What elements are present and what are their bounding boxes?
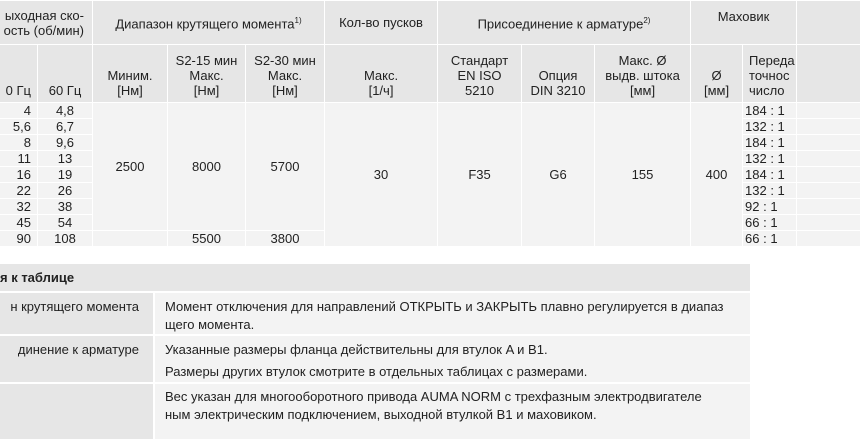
stem-value: 155 [595,103,691,247]
ratio-cell: 132 : 1 [743,151,797,167]
option-header: Опция DIN 3210 [522,45,595,103]
speed50-cell: 4 [0,103,38,119]
note-text: Момент отключения для направлений ОТКРЫТЬ и ЗАКРЫТЬ плавно регулируется в диапаз щего момента. [155,293,750,334]
note-label [0,384,153,439]
handwheel-diameter-value: 400 [691,103,743,247]
note-row [0,293,750,334]
speed60-cell: 26 [38,183,93,199]
handwheel-header: Маховик [691,1,797,45]
speed50-cell: 11 [0,151,38,167]
torque-range-header: Диапазон крутящего момента$^{1)}$ [93,1,325,45]
note-text: Указанные размеры фланца действительны для втулок A и B1. Размеры других втулок смотрите в отдельных таблицах с размерами. [155,336,750,382]
ratio-cell: 66 : 1 [743,215,797,231]
speed50-cell: 16 [0,167,38,183]
speed50-cell: 32 [0,199,38,215]
note-text: Вес указан для многооборотного привода AUMA NORM с трехфазным электродвигателе ным электрическим подключением, выходной втулкой B1 и маховиком. [155,384,750,439]
speed60-cell: 6,7 [38,119,93,135]
min-torque-header: Миним. [Нм] [93,45,168,103]
speed50-cell: 90 [0,231,38,247]
starts-header: Кол-во пусков [325,1,438,45]
s2-15-value: 8000 [168,103,246,231]
standard-value: F35 [438,103,522,247]
s2-30-header: S2-30 мин Макс. [Нм] [246,45,325,103]
s2-30-last-value: 3800 [246,231,325,247]
header-filler [797,45,861,103]
s2-30-value: 5700 [246,103,325,231]
speed50-cell: 22 [0,183,38,199]
standard-header: Стандарт EN ISO 5210 [438,45,522,103]
ratio-cell: 92 : 1 [743,199,797,215]
ratio-header: Переда точнос число [743,45,797,103]
hz60-header: 60 Гц [38,45,93,103]
s2-15-last-value: 5500 [168,231,246,247]
stem-diameter-header: Макс. Ø выдв. штока [мм] [595,45,691,103]
min-torque-last [93,231,168,247]
note-label: динение к арматуре [0,336,153,382]
speed50-cell: 5,6 [0,119,38,135]
notes-title: я к таблице [0,264,750,291]
option-value: G6 [522,103,595,247]
handwheel-diameter-header: Ø [мм] [691,45,743,103]
speed60-cell: 38 [38,199,93,215]
speed60-cell: 13 [38,151,93,167]
note-row [0,336,750,382]
starts-max-header: Макс. [1/ч] [325,45,438,103]
speed50-cell: 45 [0,215,38,231]
ratio-cell: 132 : 1 [743,183,797,199]
ratio-cell: 132 : 1 [743,119,797,135]
ratio-header-top [797,1,861,45]
hz50-header: 0 Гц [0,45,38,103]
speed60-cell: 54 [38,215,93,231]
valve-mount-header: Присоединение к арматуре$^{2)}$ [438,1,691,45]
note-row [0,384,750,439]
speed50-cell: 8 [0,135,38,151]
ratio-cell: 184 : 1 [743,135,797,151]
min-torque-value: 2500 [93,103,168,231]
s2-15-header: S2-15 мин Макс. [Нм] [168,45,246,103]
speed60-cell: 19 [38,167,93,183]
note-label: н крутящего момента [0,293,153,334]
ratio-cell: 184 : 1 [743,167,797,183]
output-speed-header: ыходная ско- ость (об/мин) [0,1,93,45]
speed60-cell: 4,8 [38,103,93,119]
ratio-cell: 184 : 1 [743,103,797,119]
ratio-cell: 66 : 1 [743,231,797,247]
starts-value: 30 [325,103,438,247]
speed60-cell: 9,6 [38,135,93,151]
speed60-cell: 108 [38,231,93,247]
